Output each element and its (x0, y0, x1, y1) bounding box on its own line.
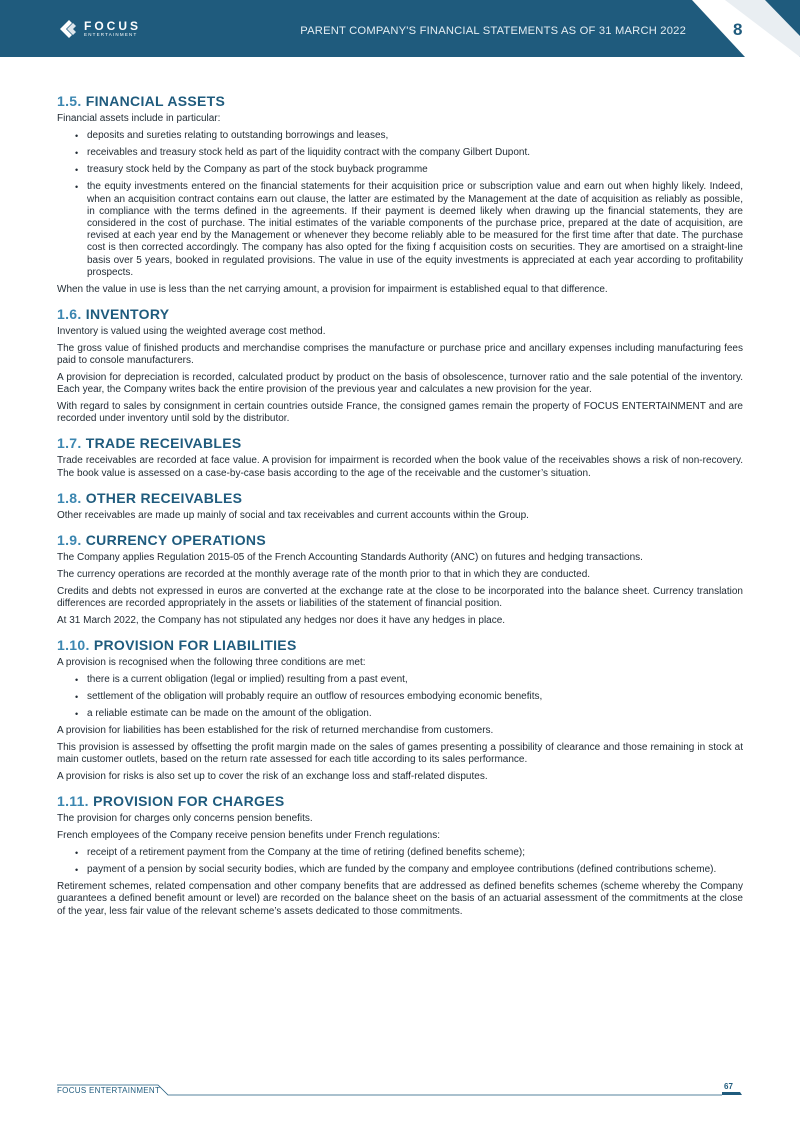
section-title-text: INVENTORY (85, 306, 170, 323)
section-number: 1.5. (57, 93, 82, 109)
section-title-text: FINANCIAL ASSETS (85, 93, 226, 109)
section-title-text: TRADE RECEIVABLES (85, 435, 242, 452)
section-number: 1.8. (57, 489, 82, 506)
bullet-list (75, 130, 743, 279)
page-footer (0, 1078, 800, 1108)
section-number: 1.6. (57, 306, 82, 323)
paragraph: A provision is recognised when the following three conditions are met: (57, 656, 366, 668)
running-header-title: PARENT COMPANY'S FINANCIAL STATEMENTS AS OF 31 MARCH 2022 (300, 25, 686, 37)
document-body (57, 92, 743, 922)
list-item: • a reliable estimate can be made on the amount of the obligation. (75, 708, 743, 720)
bullet-list (75, 847, 743, 876)
list-item: • payment of a pension by social security bodies, which are funded by the company and employee contributions (defined contributions scheme). (75, 864, 743, 876)
paragraph: Financial assets include in particular: (57, 113, 221, 124)
list-item: • receipt of a retirement payment from the Company at the time of retiring (defined benefits scheme); (75, 847, 743, 859)
section-title-currency-operations (57, 531, 743, 549)
list-item: • settlement of the obligation will probably require an outflow of resources embodying economic benefits, (75, 691, 743, 703)
paragraph: The gross value of finished products and merchandise comprises the manufacture or purchase price and ancillary expenses including manufacturing fees paid to console manufacturers. (57, 343, 743, 367)
logo-main-text: FOCUS (84, 19, 141, 33)
section-title-provision-for-charges (57, 792, 743, 810)
paragraph: Other receivables are made up mainly of social and tax receivables and current accounts within the Group. (57, 509, 529, 521)
paragraph: When the value in use is less than the net carrying amount, a provision for impairment is established equal to that difference. (57, 284, 608, 296)
paragraph: This provision is assessed by offsetting the profit margin made on the sales of games presenting a possibility of clearance and those remaining in stock at main customer outlets, based on the return rate assessed for each title according to its sales performance. (57, 742, 743, 766)
logo-sub-text: ENTERTAINMENT (84, 32, 138, 37)
section-title-text: OTHER RECEIVABLES (85, 489, 243, 506)
bullet-list (75, 674, 743, 721)
section-title-text: CURRENCY OPERATIONS (85, 532, 266, 549)
paragraph: The Company applies Regulation 2015-05 of the French Accounting Standards Authority (ANC) on futures and hedging transactions. (57, 552, 643, 564)
page-header (0, 0, 800, 57)
focus-logo (58, 19, 141, 39)
section-title-trade-receivables (57, 434, 743, 452)
paragraph: A provision for risks is also set up to cover the risk of an exchange loss and staff-related disputes. (57, 771, 488, 783)
list-item: • receivables and treasury stock held as part of the liquidity contract with the company Gilbert Dupont. (75, 147, 743, 159)
paragraph: The provision for charges only concerns pension benefits. (57, 813, 313, 825)
list-item: • treasury stock held by the Company as part of the stock buyback programme (75, 164, 743, 176)
section-title-provision-for-liabilities (57, 636, 743, 654)
section-number: 1.11. (57, 793, 89, 810)
paragraph: Inventory is valued using the weighted average cost method. (57, 326, 326, 338)
paragraph: A provision for liabilities has been established for the risk of returned merchandise from customers. (57, 725, 494, 737)
list-item: • there is a current obligation (legal or implied) resulting from a past event, (75, 674, 743, 686)
paragraph: Retirement schemes, related compensation and other company benefits that are addressed as defined benefits schemes (scheme whereby the Company guarantees a defined benefit amount or level) are recorded on the balance sheet on the basis of an actuarial assessment of the commitments at the close of the year, less fair value of the relevant scheme’s assets dedicated to those commitments. (57, 881, 743, 917)
focus-logo-icon (58, 19, 80, 39)
paragraph: Trade receivables are recorded at face value. A provision for impairment is recorded when the book value of the receivables shows a risk of non-recovery. The book value is assessed on a case-by-case basis according to the age of the receivable and the customer’s situation. (57, 455, 743, 479)
section-title-text: PROVISION FOR LIABILITIES (93, 636, 297, 653)
section-title-other-receivables (57, 489, 743, 507)
paragraph: The currency operations are recorded at the monthly average rate of the month prior to that in which they are conducted. (57, 568, 591, 580)
footer-brand: FOCUS ENTERTAINMENT (57, 1086, 161, 1095)
section-title-text: PROVISION FOR CHARGES (93, 793, 285, 810)
section-number: 1.10. (57, 636, 90, 653)
section-number: 1.7. (57, 435, 82, 452)
paragraph: A provision for depreciation is recorded, calculated product by product on the basis of obsolescence, turnover ratio and the sale potential of the inventory. Each year, the Company writes back the entire provision of the previous year and calculates a new provision for the year. (57, 372, 743, 396)
paragraph: With regard to sales by consignment in certain countries outside France, the consigned games remain the property of FOCUS ENTERTAINMENT and are recorded under inventory until sold by the distributor. (57, 401, 743, 425)
chapter-number: 8 (733, 20, 743, 39)
paragraph: At 31 March 2022, the Company has not stipulated any hedges nor does it have any hedges in place. (57, 614, 506, 626)
page-number: 67 (724, 1082, 733, 1091)
list-item: • the equity investments entered on the financial statements for their acquisition price or subscription value and earn out when highly likely. Indeed, when an acquisition contract contains earn out clause, the latter are estimated by the Management at the date of acquisition as reliably as possible, in compliance with the terms defined in the agreements. If their payment is deemed likely when drawing up the financial statements, they are considered in the cost of purchase. The initial estimates of the variable components of the purchase price, prepared at the date of acquisition, are revised at each year end by the Management or whenever they become reliably able to be measured for the first time after that date. The purchase cost is then corrected accordingly. The company has also opted for the fixing f acquisition costs on securities. They are amortised on a straight-line basis over 5 years, booked in regulated provisions. The value in use of the equity investments is appreciated at each year according to profitability prospects. (75, 181, 743, 279)
paragraph: Credits and debts not expressed in euros are converted at the exchange rate at the close to be incorporated into the balance sheet. Currency translation differences are recorded appropriately in the assets or liabilities of the statement of financial position. (57, 585, 743, 609)
section-number: 1.9. (57, 532, 82, 549)
section-title-inventory (57, 305, 743, 323)
paragraph: French employees of the Company receive pension benefits under French regulations: (57, 830, 440, 842)
list-item: • deposits and sureties relating to outstanding borrowings and leases, (75, 130, 743, 142)
section-title-financial-assets (57, 92, 743, 110)
